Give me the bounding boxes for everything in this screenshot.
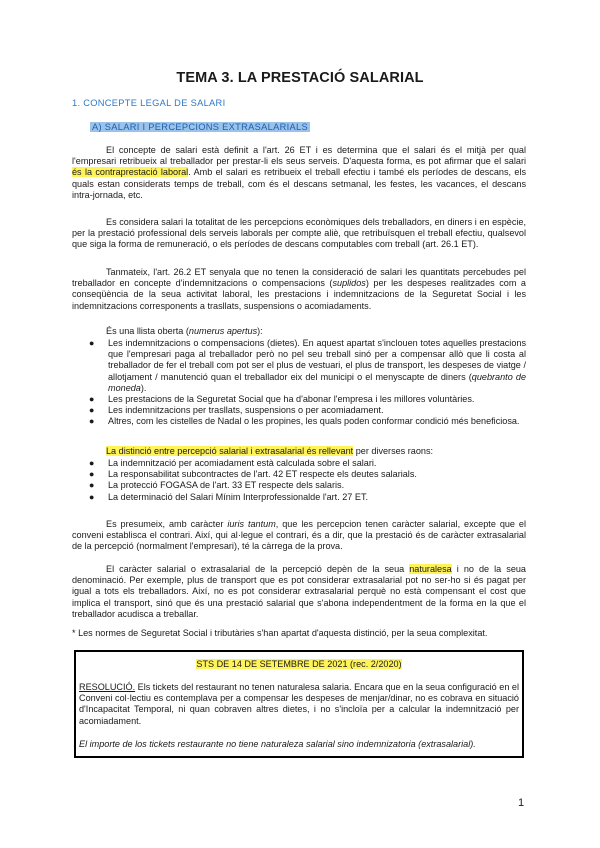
text: El caràcter salarial o extrasalarial de la percepció depèn de la seua [106,564,410,574]
bullet-icon: ● [89,480,95,491]
sub-heading: A) SALARI I PERCEPCIONS EXTRASALARIALS [92,122,308,132]
footnote: * Les normes de Seguretat Social i tributàries s'han apartat d'aquesta distinció, per la seua complexitat. [72,628,488,638]
text: per diverses raons: [353,446,434,456]
italic-text: iuris tantum [227,519,276,529]
text: . Amb el salari es retribueix el treball efectiu i també els períodes de descans, els quals estan considerats temps de treball, com és el descans setmanal, les festes, les vacances, el descans intra-jornada, etc. [72,167,527,200]
list-item [72,492,526,503]
text: Les indemnitzacions per trasllats, suspensions o per acomiadament. [108,405,384,416]
paragraph-salary-totality: Es considera salari la totalitat de les percepcions econòmiques dels treballadors, en diners i en espècie, per la prestació professional dels serveis laborals per compte aliè, que retribuïsquen el treball efectiu, qualsevol que siga la forma de remuneració, o els períodes de descans computables com treball (art. 26.1 ET). [72,217,526,250]
ruling-title [79,658,519,670]
list-item [72,405,526,416]
highlighted-text: naturalesa [409,564,452,574]
list-item [72,416,526,427]
list-item [72,469,526,480]
paragraph-salary-definition [72,145,526,201]
page-number: 1 [518,797,525,809]
page-title: TEMA 3. LA PRESTACIÓ SALARIAL [176,70,424,86]
italic-text: numerus apertus [188,326,258,336]
paragraph-non-salary [72,267,526,312]
bullet-icon: ● [89,405,95,416]
bullet-icon: ● [89,416,95,427]
text: Les indemnitzacions o compensacions (dietes). En aquest apartat s'inclouen totes aquelles prestacions que l'empresari paga al treballador però no pel seu treball sinó per a compensar allò que li costa al treballador de fer el treball com pot ser el plus de vestuari, el plus de transport, les despeses de viatge / allotjament / manutenció quan el treballador eix del municipi o el menyscapte de diners ( [108,338,526,382]
text: ) per les despeses realitzades com a conseqüència de la seua activitat laboral, les prestacions i indemnitzacions de la Seguretat Social i les indemnitzacions corresponents a trasllats, suspensions o acomiadaments. [72,278,526,311]
text: La protecció FOGASA de l'art. 33 ET respecte dels salaris. [108,480,345,491]
bullet-icon: ● [89,469,95,480]
section-heading: 1. CONCEPTE LEGAL DE SALARI [72,98,226,108]
highlighted-text: és la contraprestació laboral [72,167,189,178]
paragraph-nature [72,564,526,620]
list-item [72,394,526,405]
text: El concepte de salari està definit a l'art. 26 ET i es determina que el salari és el mitjà per qual l'empresari retribueix al treballador per prestar-li els seus serveis. D'aquesta forma, es pot afirmar que el salari [72,145,526,167]
text: Altres, com les cistelles de Nadal o les propines, les quals poden conformar condició més beneficiosa. [108,416,520,427]
ruling-conclusion: El importe de los tickets restaurante no tiene naturaleza salarial sino indemnizatoria (extrasalarial). [79,738,476,749]
list-item [72,338,526,394]
text: La determinació del Salari Mínim Interprofessionalde l'art. 27 ET. [108,491,369,502]
text: i no de la seua denominació. Per exemple, plus de transport que es pot considerar extrasalarial pot no ser-ho si és pagat per igual a tots els treballadors. Així, no es pot considerar extrasalarial perquè no està compensant el cost que implica el transport, sinó que és una prestació salarial que s'abona independentment de la forma en la que el treballador acudisca a treballar. [72,564,526,619]
text: Les prestacions de la Seguretat Social que ha d'abonar l'empresa i les millores voluntàries. [108,394,475,405]
list-item [72,480,526,491]
bullet-icon: ● [89,458,95,468]
ruling-label: RESOLUCIÓ. [79,682,136,692]
ruling-box [74,650,524,758]
highlighted-text: La distinció entre percepció salarial i extrasalarial és rellevant [106,446,354,456]
paragraph-presumption [72,519,526,553]
italic-text: suplidos [332,278,366,289]
text: ). [140,382,147,393]
highlighted-text: STS DE 14 DE SETEMBRE DE 2021 (rec. 2/2020) [196,659,402,669]
text: La responsabilitat subcontractes de l'art. 42 ET respecte els deutes salarials. [108,469,417,480]
non-salary-list [72,338,526,428]
text: És una llista oberta ( [106,326,189,336]
ruling-body [79,682,519,727]
text: Es presumeix, amb caràcter [106,519,228,529]
text: Els tickets del restaurant no tenen naturalesa salaria. Encara que en la seua configuració en el Conveni col·lectiu es contemplava per a compensar les despeses de menjar/dinar, no es cobrava en situació d'Incapacitat Temporal, ni quan cobraven altres dietes, i no s'incloïa per a calcular la indemnització per acomiadament. [79,682,519,726]
text: ): [257,326,263,336]
relevance-list [72,458,526,503]
list-intro [106,326,263,337]
text: , que les percepcion tenen caràcter salarial, excepte que el conveni establisca el contrari. Així, qui al·legue el contrari, és a dir, que la prestació és de caràcter extrasalarial de la percepció (normalment l'empresari), té la càrrega de la prova. [72,519,526,552]
text: La indemnització per acomiadament està calculada sobre el salari. [108,458,377,468]
list-item [72,458,526,469]
italic-text: quebranto de moneda [108,371,526,393]
bullet-icon: ● [89,491,95,502]
bullet-icon: ● [89,394,95,405]
bullet-icon: ● [89,338,95,348]
text: Tanmateix, l'art. 26.2 ET senyala que no tenen la consideració de salari les quantitats percebudes pel treballador en concepte d'indemnitzacions o compensacions ( [72,267,526,289]
list-intro [106,446,433,457]
